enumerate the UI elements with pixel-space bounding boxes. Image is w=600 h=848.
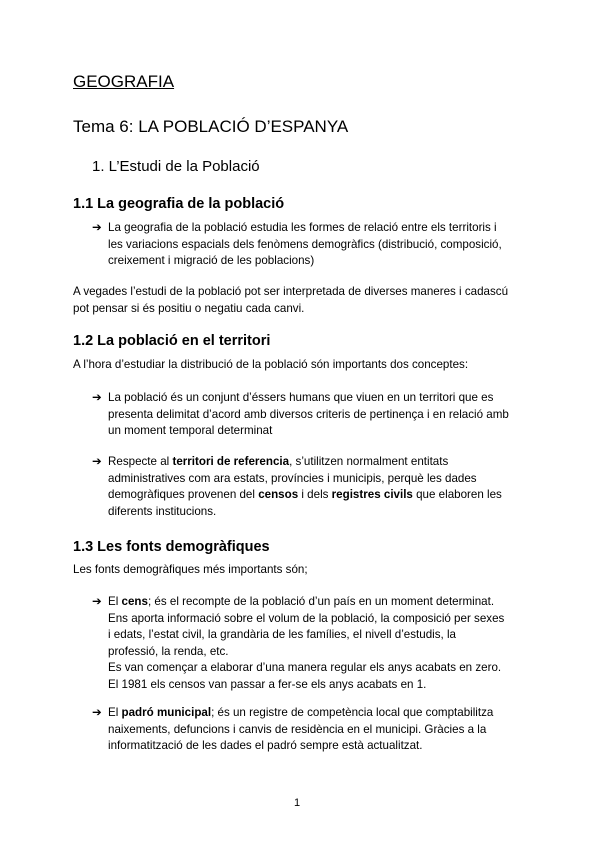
bullet-territori-referencia: ➔ Respecte al territori de referencia, s’utilitzen normalment entitats administratives com ara estats, províncies i municipis, perquè les dades demogràfiques provenen del censos i dels registres civils que elaboren les diferents institucions. bbox=[92, 455, 502, 518]
arrow-bullet-icon: ➔ bbox=[92, 221, 102, 234]
page-number: 1 bbox=[294, 797, 301, 809]
paragraph-vegades: A vegades l’estudi de la població pot ser interpretada de diverses maneres i cadascú pot pensar si és positiu o negatiu cada canvi. bbox=[73, 285, 509, 315]
subsection-heading-1-2: 1.2 La població en el territori bbox=[73, 333, 271, 349]
subsection-heading-1-1: 1.1 La geografia de la població bbox=[73, 196, 285, 212]
bullet-geografia: ➔ La geografia de la població estudia les formes de relació entre els territoris i les variacions espacials dels fenòmens demogràfics (distribució, composició, creixement i migració de les poblacions) bbox=[92, 221, 502, 268]
arrow-bullet-icon: ➔ bbox=[92, 455, 102, 468]
paragraph-intro-fonts: Les fonts demogràfiques més importants són; bbox=[73, 563, 308, 576]
arrow-bullet-icon: ➔ bbox=[92, 595, 102, 608]
bullet-padro: ➔ El padró municipal; és un registre de competència local que comptabilitza naixements, defuncions i canvis de residència en el municipi. Gràcies a la informatització de les dades el padró sempre està actualitzat. bbox=[92, 706, 494, 753]
tema-title: Tema 6: LA POBLACIÓ D’ESPANYA bbox=[73, 117, 349, 136]
document-title: GEOGRAFIA bbox=[73, 72, 175, 91]
paragraph-intro-territori: A l’hora d’estudiar la distribució de la població són importants dos conceptes: bbox=[73, 358, 469, 371]
bullet-poblacio: ➔ La població és un conjunt d’éssers humans que viuen en un territori que es presenta delimitat d’acord amb diversos criteris de pertinença i en relació amb un moment temporal determinat bbox=[92, 391, 509, 438]
section-heading-1: 1. L’Estudi de la Població bbox=[92, 158, 260, 175]
arrow-bullet-icon: ➔ bbox=[92, 706, 102, 719]
arrow-bullet-icon: ➔ bbox=[92, 391, 102, 404]
bullet-cens: ➔ El cens; és el recompte de la població d’un país en un moment determinat. Ens aporta informació sobre el volum de la població, la composició per sexes i edats, l’estat civil, la grandària de les famílies, el nivell d’estudis, la professió, la renda, etc. Es van començar a elaborar d’una manera regular els anys acabats en zero. El 1981 els censos van passar a fer-se els anys acabats en 1. bbox=[92, 595, 505, 691]
subsection-heading-1-3: 1.3 Les fonts demogràfiques bbox=[73, 539, 270, 555]
